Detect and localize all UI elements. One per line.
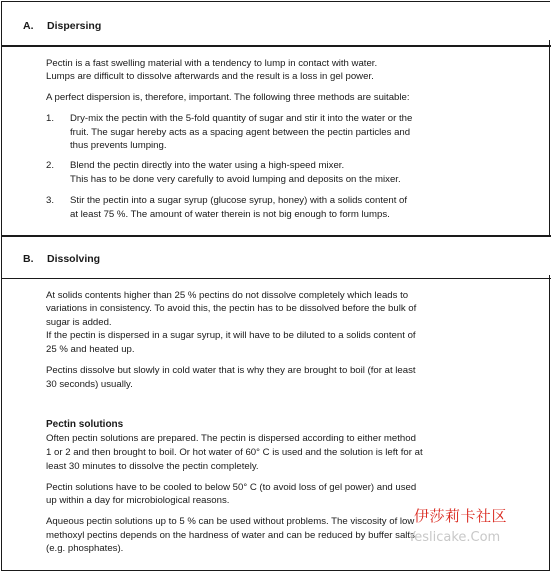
pectin-solutions-heading: Pectin solutions bbox=[46, 419, 124, 430]
section-a-title: Dispersing bbox=[47, 20, 102, 32]
section-b-divider bbox=[2, 278, 551, 279]
section-a-intro-2: Lumps are difficult to dissolve afterwards and the result is a loss in gel power. bbox=[46, 71, 374, 82]
paragraph-line: Often pectin solutions are prepared. The pectin is dispersed according to either method bbox=[46, 433, 416, 444]
paragraph-line: 30 seconds) usually. bbox=[46, 379, 133, 390]
paragraph-line: Aqueous pectin solutions up to 5 % can be used without problems. The viscosity of low bbox=[46, 516, 415, 527]
paragraph-line: least 30 minutes to dissolve the pectin completely. bbox=[46, 461, 259, 472]
paragraph-line: Pectins dissolve but slowly in cold water that is why they are brought to boil (for at least bbox=[46, 365, 416, 376]
section-a-letter: A. bbox=[23, 20, 34, 32]
paragraph-line: (e.g. phosphates). bbox=[46, 543, 124, 554]
paragraph-line: 25 % and heated up. bbox=[46, 344, 135, 355]
watermark-cn: 伊莎莉卡社区 bbox=[414, 507, 508, 525]
section-b-title: Dissolving bbox=[47, 253, 101, 265]
list-item-number: 3. bbox=[46, 195, 55, 206]
document-frame bbox=[1, 1, 550, 571]
list-item-line: This has to be done very carefully to avoid lumping and deposits on the mixer. bbox=[70, 174, 401, 185]
list-item-line: Blend the pectin directly into the water using a high-speed mixer. bbox=[70, 160, 345, 171]
paragraph-line: sugar is added. bbox=[46, 317, 112, 328]
list-item-number: 1. bbox=[46, 113, 55, 124]
list-item-line: Stir the pectin into a sugar syrup (glucose syrup, honey) with a solids content of bbox=[70, 195, 408, 206]
section-a-intro-3: A perfect dispersion is, therefore, important. The following three methods are suitable: bbox=[46, 92, 410, 103]
paragraph-line: At solids contents higher than 25 % pectins do not dissolve completely which leads to bbox=[46, 290, 409, 301]
list-item-line: thus prevents lumping. bbox=[70, 140, 167, 151]
section-a-divider bbox=[2, 45, 551, 47]
section-a-intro-1: Pectin is a fast swelling material with a tendency to lump in contact with water. bbox=[46, 58, 378, 69]
list-item-line: at least 75 %. The amount of water therein is not big enough to form lumps. bbox=[70, 209, 390, 220]
section-a-header bbox=[2, 2, 551, 40]
paragraph-line: Pectin solutions have to be cooled to below 50° C (to avoid loss of gel power) and used bbox=[46, 482, 417, 493]
paragraph-line: If the pectin is dispersed in a sugar syrup, it will have to be diluted to a solids content of bbox=[46, 330, 416, 341]
section-b-header bbox=[2, 237, 551, 275]
paragraph-line: 1 or 2 and then brought to boil. Or hot water of 60° C is used and the solution is left for at bbox=[46, 447, 423, 458]
paragraph-line: methoxyl pectins depends on the hardness of water and can be reduced by buffer salts bbox=[46, 530, 415, 541]
watermark-en: Yeslicake.Com bbox=[408, 530, 501, 545]
paragraph-line: variations in consistency. To avoid this, the pectin has to be dissolved before the bulk of bbox=[46, 303, 417, 314]
list-item-line: fruit. The sugar hereby acts as a spacing agent between the pectin particles and bbox=[70, 127, 411, 138]
paragraph-line: up within a day for microbiological reasons. bbox=[46, 495, 230, 506]
section-b-letter: B. bbox=[23, 253, 34, 265]
list-item-number: 2. bbox=[46, 160, 55, 171]
list-item-line: Dry-mix the pectin with the 5-fold quantity of sugar and stir it into the water or the bbox=[70, 113, 413, 124]
